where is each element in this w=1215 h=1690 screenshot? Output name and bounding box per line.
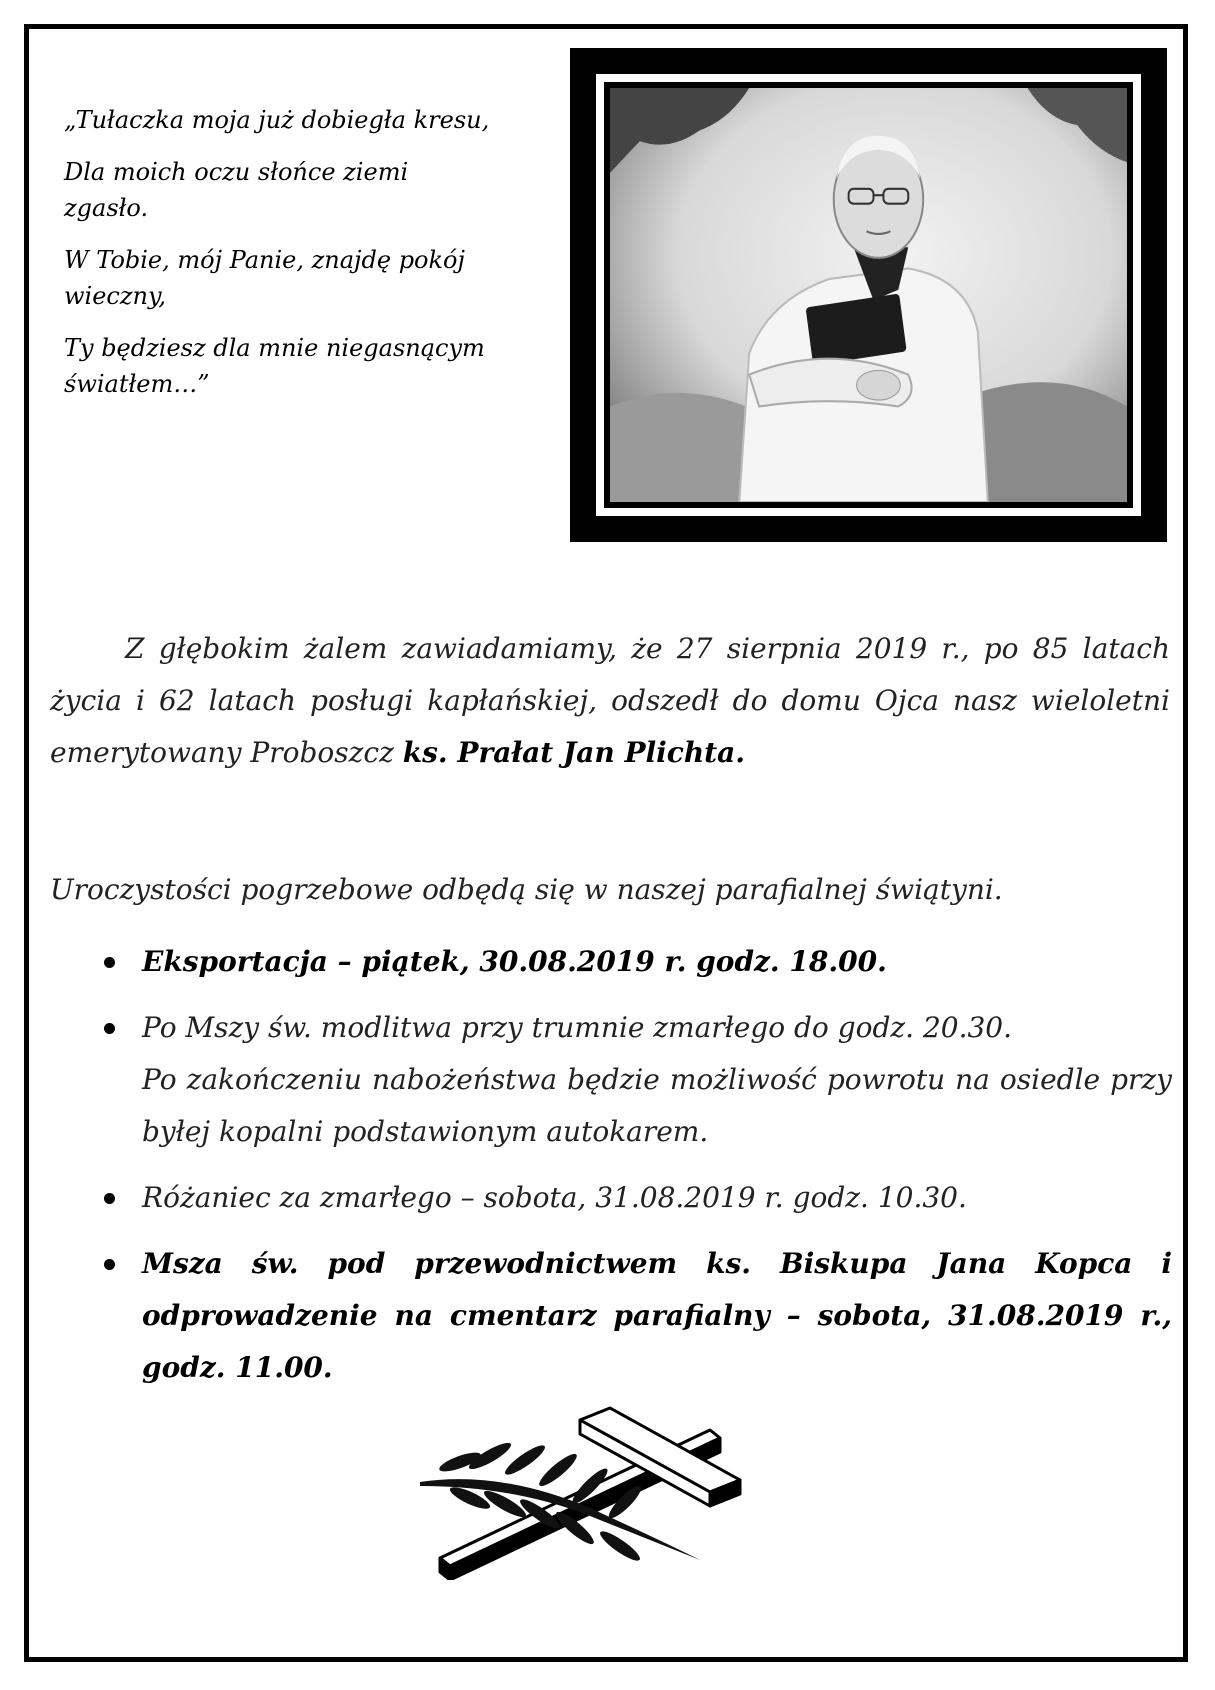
schedule-item-text: Msza św. pod przewodnictwem ks. Biskupa Jana Kopca i odprowadzenie na cmentarz parafialny – sobota, 31.08.2019 r., godz. 11.00.	[142, 1247, 1172, 1384]
schedule-item-text: Różaniec za zmarłego – sobota, 31.08.2019 r. godz. 10.30.	[142, 1181, 967, 1214]
ceremony-intro: Uroczystości pogrzebowe odbędą się w naszej parafialnej świątyni.	[50, 873, 1003, 906]
bullet-icon	[104, 1023, 115, 1034]
funeral-schedule	[90, 936, 1172, 1408]
bullet-icon	[104, 1259, 115, 1270]
bullet-icon	[104, 957, 115, 968]
quote-line: Ty będziesz dla mnie niegasnącym światłem…”	[64, 334, 485, 398]
schedule-item	[90, 936, 1172, 988]
schedule-item	[90, 1002, 1172, 1158]
schedule-item	[90, 1172, 1172, 1224]
portrait-frame	[570, 48, 1167, 542]
quote-line: Dla moich oczu słońce ziemi zgasło.	[64, 158, 409, 222]
schedule-item-note: Po zakończeniu nabożeństwa będzie możliwość powrotu na osiedle przy byłej kopalni podstawionym autokarem.	[142, 1063, 1172, 1148]
schedule-item-text: Po Mszy św. modlitwa przy trumnie zmarłego do godz. 20.30.	[142, 1011, 1013, 1044]
schedule-item-text: Eksportacja – piątek, 30.08.2019 r. godz. 18.00.	[142, 945, 887, 978]
deceased-name: ks. Prałat Jan Plichta.	[402, 736, 745, 769]
bullet-icon	[104, 1193, 115, 1204]
death-announcement	[50, 623, 1170, 779]
quote-line: W Tobie, mój Panie, znajdę pokój wieczny,	[64, 246, 465, 310]
cross-with-palm-branch-icon	[420, 1390, 780, 1580]
quote-line: „Tułaczka moja już dobiegła kresu,	[64, 106, 490, 134]
poem-quote	[64, 102, 494, 418]
priest-portrait-photo	[610, 88, 1127, 502]
announcement-text: Z głębokim żalem zawiadamiamy, że 27 sierpnia 2019 r., po 85 latach życia i 62 latach posługi kapłańskiej, odszedł do domu Ojca nasz wieloletni emerytowany Proboszcz	[50, 632, 1170, 769]
schedule-item	[90, 1238, 1172, 1394]
